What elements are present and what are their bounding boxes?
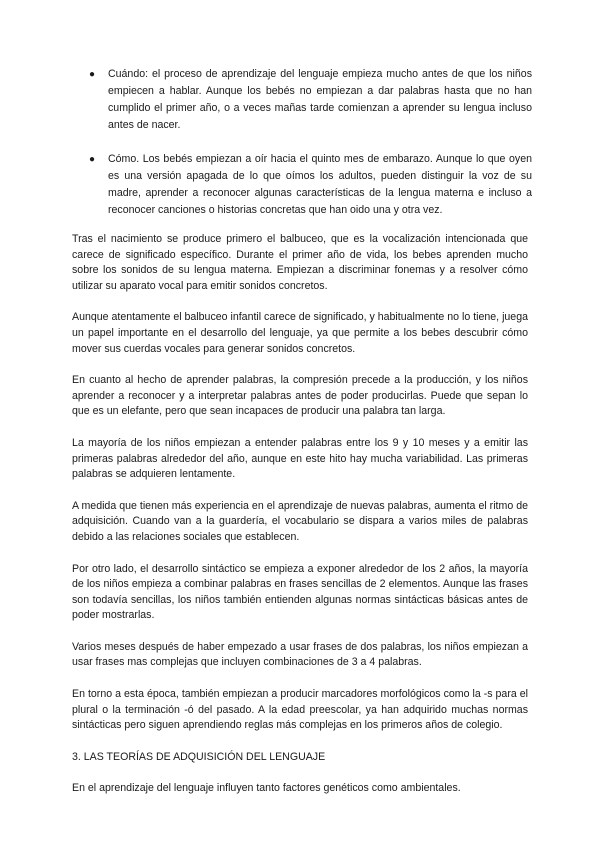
paragraph: A medida que tienen más experiencia en el aprendizaje de nuevas palabras, aumenta el ritmo de adquisición. Cuando van a la guardería, el vocabulario se dispara a varios miles de palabras debido a las relaciones sociales que establecen. [72, 499, 528, 543]
section-heading: 3. LAS TEORÍAS DE ADQUISICIÓN DEL LENGUAJE [72, 750, 326, 763]
closing-paragraph: En el aprendizaje del lenguaje influyen tanto factores genéticos como ambientales. [72, 782, 461, 795]
bullet-dot-icon: ● [89, 69, 96, 80]
paragraph: Por otro lado, el desarrollo sintáctico se empieza a exponer alrededor de los 2 años, la mayoría de los niños empieza a combinar palabras en frases sencillas de 2 elementos. Aunque las frases son todavía sencillas, los niños también entienden algunas normas sintácticas básicas antes de poder mostrarlas. [72, 562, 528, 622]
bullet-text: Cómo. Los bebés empiezan a oír hacia el quinto mes de embarazo. Aunque lo que oyen es una versión apagada de lo que oímos los adultos, pueden distinguir la voz de su madre, aprender a reconocer algunas características de la lengua materna e incluso a reconocer canciones o historias concretas que han oido una y otra vez. [108, 153, 532, 216]
bullet-item [72, 66, 532, 134]
paragraph: Varios meses después de haber empezado a usar frases de dos palabras, los niños empiezan a usar frases mas complejas que incluyen combinaciones de 3 a 4 palabras. [72, 640, 528, 669]
bullet-text: Cuándo: el proceso de aprendizaje del lenguaje empieza mucho antes de que los niños empiecen a hablar. Aunque los bebés no empiezan a dar palabras hasta que no han cumplido el primer año, o a veces mañas tarde comienzan a aprender su lengua incluso antes de nacer. [108, 68, 532, 131]
document-body [72, 232, 528, 813]
paragraph: En cuanto al hecho de aprender palabras, la compresión precede a la producción, y los niños aprender a reconocer y a interpretar palabras antes de poder producirlas. Puede que sepan lo que es un elefante, pero que sean incapaces de producir una palabra tan larga. [72, 374, 528, 418]
paragraph: Aunque atentamente el balbuceo infantil carece de significado, y habitualmente no lo tiene, juega un papel importante en el desarrollo del lenguaje, ya que permite a los bebes descubrir cómo mover sus cuerdas vocales para generar sonidos concretos. [72, 311, 528, 355]
paragraph: Tras el nacimiento se produce primero el balbuceo, que es la vocalización intencionada que carece de significado específico. Durante el primer año de vida, los bebes aprenden mucho sobre los sonidos de su lengua materna. Empiezan a discriminar fonemas y a resolver cómo utilizar su aparato vocal para emitir sonidos concretos. [72, 233, 528, 292]
paragraph: En torno a esta época, también empiezan a producir marcadores morfológicos como la -s para el plural o la terminación -ó del pasado. A la edad preescolar, ya han adquirido muchas normas sintácticas pero siguen aprendiendo reglas más complejas en los primeros años de colegio. [72, 688, 528, 732]
bullet-list [72, 66, 532, 236]
bullet-item [72, 151, 532, 219]
paragraph: La mayoría de los niños empiezan a entender palabras entre los 9 y 10 meses y a emitir las primeras palabras alrededor del año, aunque en este hito hay mucha variabilidad. Las primeras palabras se adquieren lentamente. [72, 436, 528, 481]
bullet-dot-icon: ● [89, 154, 96, 165]
